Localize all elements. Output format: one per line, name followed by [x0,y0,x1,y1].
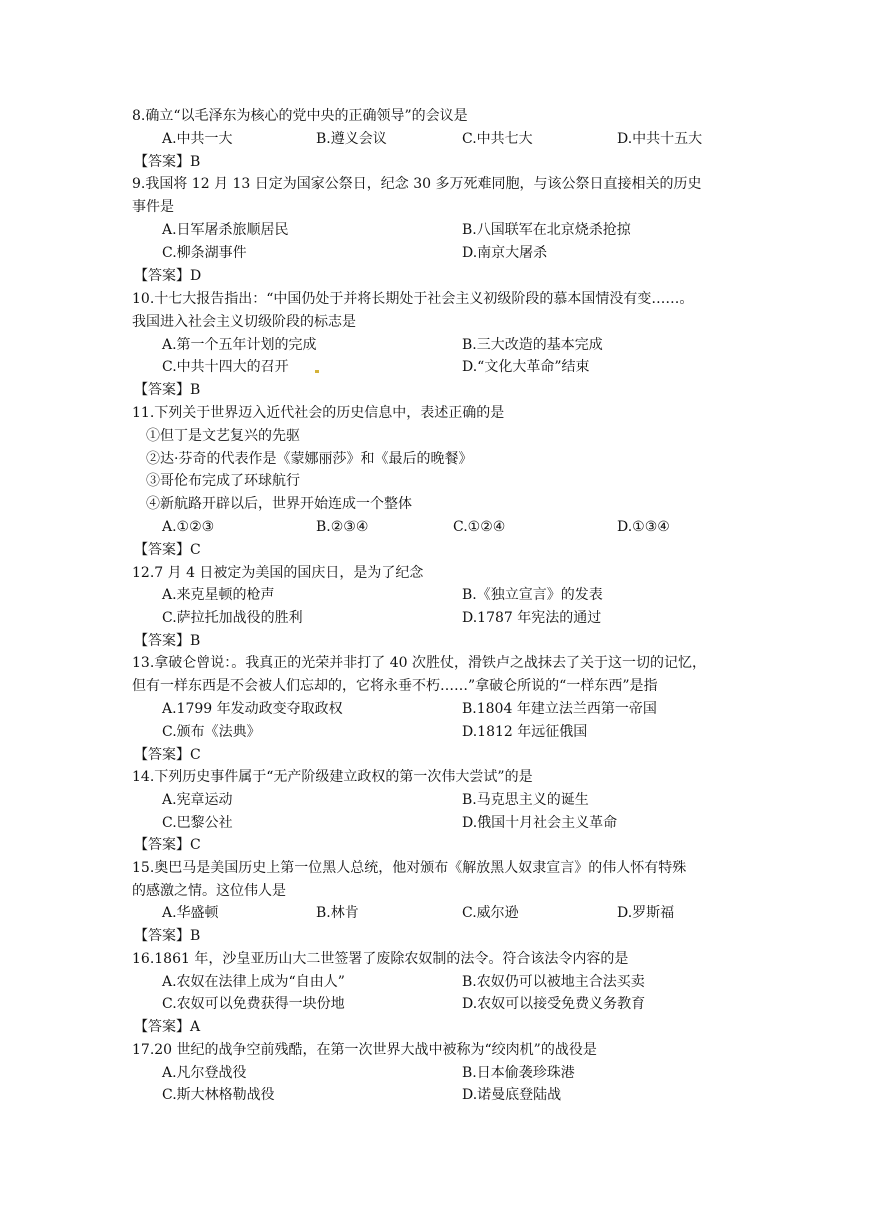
q9-option-b: B.八国联军在北京烧杀抢掠 [462,222,631,238]
q9-option-a: A.日军屠杀旅顺居民 [162,222,289,238]
q16-option-a: A.农奴在法律上成为“自由人” [162,974,345,990]
q10-option-a: A.第一个五年计划的完成 [162,337,317,353]
q8-answer: 【答案】B [134,154,201,170]
q15-answer: 【答案】B [134,928,201,944]
question-8-stem: 8.确立“以毛泽东为核心的党中央的正确领导”的会议是 [132,108,468,124]
q11-option-d: D.①③④ [617,519,670,535]
q16-answer: 【答案】A [134,1019,201,1035]
question-14-stem: 14.下列历史事件属于“无产阶级建立政权的第一次伟大尝试”的是 [132,769,533,785]
q11-item-2: ②达·芬奇的代表作是《蒙娜丽莎》和《最后的晚餐》 [146,451,473,467]
question-12-stem: 12.7 月 4 日被定为美国的国庆日，是为了纪念 [132,565,424,581]
q14-option-d: D.俄国十月社会主义革命 [462,815,618,831]
q14-option-b: B.马克思主义的诞生 [462,792,589,808]
q10-option-b: B.三大改造的基本完成 [462,337,603,353]
question-13-stem: 13.拿破仑曾说：。我真正的光荣并非打了 40 次胜仗，滑铁卢之战抹去了关于这一切的记忆， [132,655,706,671]
q13-option-c: C.颁布《法典》 [162,724,261,740]
q15-option-c: C.威尔逊 [462,905,519,921]
q12-answer: 【答案】B [134,633,201,649]
q17-option-a: A.凡尔登战役 [162,1065,247,1081]
q11-item-1: ①但丁是文艺复兴的先驱 [146,428,300,444]
q8-option-c: C.中共七大 [462,131,533,147]
q17-option-b: B.日本偷袭珍珠港 [462,1065,575,1081]
q11-option-c: C.①②④ [453,519,506,535]
q12-option-a: A.来克星顿的枪声 [162,587,275,603]
q14-option-a: A.宪章运动 [162,792,233,808]
q12-option-b: B.《独立宣言》的发表 [462,587,603,603]
q8-option-b: B.遵义会议 [316,131,387,147]
q16-option-d: D.农奴可以接受免费义务教育 [462,996,646,1012]
q8-option-d: D.中共十五大 [617,131,703,147]
q13-option-a: A.1799 年发动政变夺取政权 [162,701,343,717]
q17-option-c: C.斯大林格勒战役 [162,1087,275,1103]
q9-answer: 【答案】D [134,268,202,284]
question-17-stem: 17.20 世纪的战争空前残酷，在第一次世界大战中被称为“绞肉机”的战役是 [132,1042,597,1058]
question-9-stem-cont: 事件是 [132,199,174,215]
q13-option-d: D.1812 年远征俄国 [462,724,588,740]
question-15-stem: 15.奥巴马是美国历史上第一位黑人总统，他对颁布《解放黑人奴隶宣言》的伟人怀有特殊 [132,860,687,876]
q9-option-c: C.柳条湖事件 [162,245,247,261]
q11-item-3: ③哥伦布完成了环球航行 [146,473,300,489]
question-10-stem: 10.十七大报告指出：“中国仍处于并将长期处于社会主义初级阶段的慕本国情没有变……。 [132,291,694,307]
q16-option-c: C.农奴可以免费获得一块份地 [162,996,345,1012]
q13-option-b: B.1804 年建立法兰西第一帝国 [462,701,657,717]
q13-answer: 【答案】C [134,747,201,763]
q8-option-a: A.中共一大 [162,131,233,147]
q12-option-d: D.1787 年宪法的通过 [462,610,602,626]
question-16-stem: 16.1861 年，沙皇亚历山大二世签署了废除农奴制的法令。符合该法令内容的是 [132,951,629,967]
q9-option-d: D.南京大屠杀 [462,245,548,261]
q10-answer: 【答案】B [134,382,201,398]
q14-option-c: C.巴黎公社 [162,815,233,831]
q11-answer: 【答案】C [134,542,201,558]
question-10-stem-cont: 我国进入社会主义切级阶段的标志是 [132,314,356,330]
q17-option-d: D.诺曼底登陆战 [462,1087,562,1103]
question-9-stem: 9.我国将 12 月 13 日定为国家公祭日，纪念 30 多万死难同胞，与该公祭日直接相关的历史 [132,176,702,192]
q15-option-d: D.罗斯福 [617,905,675,921]
q10-option-d: D.“文化大革命”结束 [462,359,590,375]
q11-option-a: A.①②③ [162,519,215,535]
q15-option-a: A.华盛顿 [162,905,219,921]
q12-option-c: C.萨拉托加战役的胜利 [162,610,303,626]
question-13-stem-cont: 但有一样东西是不会被人们忘却的，它将永垂不朽……”拿破仑所说的“一样东西”是指 [132,678,658,694]
q14-answer: 【答案】C [134,837,201,853]
q11-item-4: ④新航路开辟以后，世界开始连成一个整体 [146,496,412,512]
q16-option-b: B.农奴仍可以被地主合法买卖 [462,974,645,990]
speck-mark [315,370,319,373]
q10-option-c: C.中共十四大的召开 [162,359,289,375]
question-11-stem: 11.下列关于世界迈入近代社会的历史信息中，表述正确的是 [132,405,505,421]
q11-option-b: B.②③④ [316,519,369,535]
q15-option-b: B.林肯 [316,905,359,921]
question-15-stem-cont: 的感激之情。这位伟人是 [132,883,286,899]
